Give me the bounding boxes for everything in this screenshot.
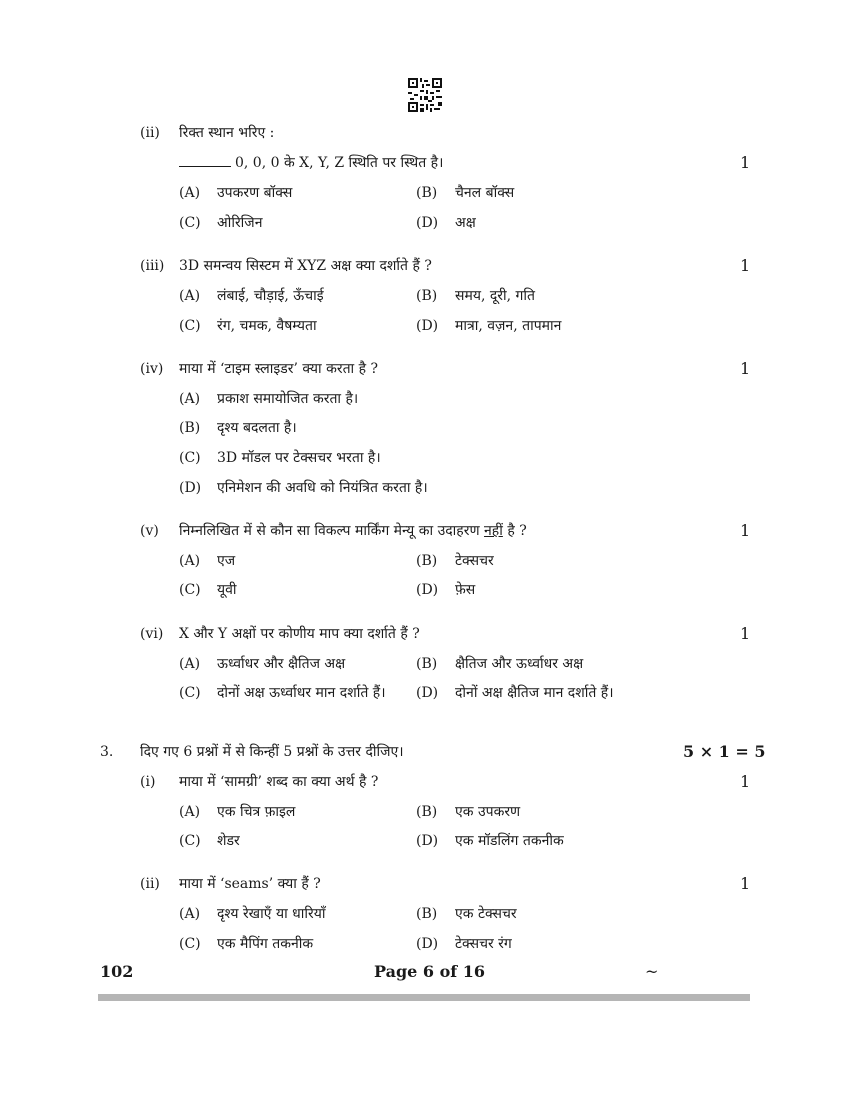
option-text: शेडर xyxy=(217,833,240,849)
option-text: एक उपकरण xyxy=(455,804,521,820)
paper-code: 102 xyxy=(100,962,134,981)
q3-i-text: माया में ‘सामग्री’ शब्द का क्या अर्थ है ? xyxy=(179,774,379,790)
option-label: (C) xyxy=(179,833,201,849)
option-label: (A) xyxy=(179,185,201,201)
option-label: (A) xyxy=(179,553,201,569)
qr-code xyxy=(408,78,442,112)
option-text: एक मॉडलिंग तकनीक xyxy=(455,833,564,849)
option-label: (D) xyxy=(416,215,439,231)
q2-v-text-underlined: नहीं xyxy=(484,523,503,539)
q3-ii-text: माया में ‘seams’ क्या हैं ? xyxy=(179,876,321,892)
option-label: (B) xyxy=(416,553,438,569)
q2-ii-marks: 1 xyxy=(740,153,751,172)
option-label: (C) xyxy=(179,936,201,952)
q2-iii-marks: 1 xyxy=(740,256,751,275)
q3-ii-number: (ii) xyxy=(140,876,160,892)
option-text: ऊर्ध्वाधर और क्षैतिज अक्ष xyxy=(217,656,346,672)
option-text: चैनल बॉक्स xyxy=(455,185,515,201)
footer-mark: ~ xyxy=(645,962,659,981)
q2-iii-text: 3D समन्वय सिस्टम में XYZ अक्ष क्या दर्शाते हैं ? xyxy=(179,258,432,274)
option-label: (B) xyxy=(416,185,438,201)
q2-ii-stem xyxy=(179,154,443,172)
q3-ii-marks: 1 xyxy=(740,874,751,893)
option-label: (D) xyxy=(416,833,439,849)
q2-vi-marks: 1 xyxy=(740,624,751,643)
q2-vi-text: X और Y अक्षों पर कोणीय माप क्या दर्शाते हैं ? xyxy=(179,626,420,642)
q2-v-marks: 1 xyxy=(740,521,751,540)
option-label: (C) xyxy=(179,685,201,701)
q2-v-text xyxy=(179,522,527,540)
option-text: यूवी xyxy=(217,582,237,598)
option-text: एनिमेशन की अवधि को नियंत्रित करता है। xyxy=(217,480,428,496)
option-text: फ़ेस xyxy=(455,582,476,598)
option-label: (C) xyxy=(179,582,201,598)
q2-v-text-post: है ? xyxy=(507,523,527,539)
q2-v-text-pre: निम्नलिखित में से कौन सा विकल्प मार्किंग मेन्यू का उदाहरण xyxy=(179,523,480,539)
option-text: उपकरण बॉक्स xyxy=(217,185,293,201)
option-text: अक्ष xyxy=(455,215,476,231)
option-label: (B) xyxy=(416,656,438,672)
option-text: दोनों अक्ष ऊर्ध्वाधर मान दर्शाते हैं। xyxy=(217,685,386,701)
option-text: दृश्य बदलता है। xyxy=(217,420,297,436)
option-text: लंबाई, चौड़ाई, ऊँचाई xyxy=(217,288,324,304)
option-text: टेक्सचर xyxy=(455,553,494,569)
option-label: (A) xyxy=(179,656,201,672)
option-label: (D) xyxy=(179,480,202,496)
option-text: दोनों अक्ष क्षैतिज मान दर्शाते हैं। xyxy=(455,685,614,701)
q2-ii-number: (ii) xyxy=(140,125,160,141)
option-text: ओरिजिन xyxy=(217,215,263,231)
q3-i-number: (i) xyxy=(140,774,156,790)
option-text: मात्रा, वज़न, तापमान xyxy=(455,318,562,334)
option-label: (B) xyxy=(416,288,438,304)
option-label: (D) xyxy=(416,582,439,598)
q3-number: 3. xyxy=(100,744,114,760)
q2-iii-number: (iii) xyxy=(140,258,165,274)
q3-instruction: दिए गए 6 प्रश्नों में से किन्हीं 5 प्रश्नों के उत्तर दीजिए। xyxy=(140,744,404,760)
option-text: समय, दूरी, गति xyxy=(455,288,536,304)
q2-iv-marks: 1 xyxy=(740,359,751,378)
option-text: एक चित्र फ़ाइल xyxy=(217,804,296,820)
option-label: (B) xyxy=(416,906,438,922)
option-label: (C) xyxy=(179,318,201,334)
q2-ii-text: रिक्त स्थान भरिए : xyxy=(179,125,275,141)
option-text: रंग, चमक, वैषम्यता xyxy=(217,318,317,334)
option-text: 3D मॉडल पर टेक्सचर भरता है। xyxy=(217,450,381,466)
option-label: (A) xyxy=(179,391,201,407)
option-label: (D) xyxy=(416,936,439,952)
footer-rule xyxy=(98,994,750,1001)
q3-i-marks: 1 xyxy=(740,772,751,791)
option-text: एक मैपिंग तकनीक xyxy=(217,936,314,952)
option-label: (C) xyxy=(179,450,201,466)
q3-marks: 5 × 1 = 5 xyxy=(683,742,766,761)
option-label: (D) xyxy=(416,318,439,334)
option-label: (B) xyxy=(179,420,201,436)
option-text: टेक्सचर रंग xyxy=(455,936,512,952)
option-label: (A) xyxy=(179,288,201,304)
option-text: एक टेक्सचर xyxy=(455,906,517,922)
option-label: (D) xyxy=(416,685,439,701)
q2-iv-number: (iv) xyxy=(140,361,164,377)
option-label: (A) xyxy=(179,804,201,820)
q2-iv-text: माया में ‘टाइम स्लाइडर’ क्या करता है ? xyxy=(179,361,379,377)
option-text: दृश्य रेखाएँ या धारियाँ xyxy=(217,906,326,922)
answer-blank xyxy=(179,154,231,167)
option-text: एज xyxy=(217,553,236,569)
option-label: (A) xyxy=(179,906,201,922)
q2-ii-stem-text: 0, 0, 0 के X, Y, Z स्थिति पर स्थित है। xyxy=(235,155,444,171)
option-label: (B) xyxy=(416,804,438,820)
q2-vi-number: (vi) xyxy=(140,626,164,642)
q2-v-number: (v) xyxy=(140,523,159,539)
option-label: (C) xyxy=(179,215,201,231)
option-text: प्रकाश समायोजित करता है। xyxy=(217,391,359,407)
page-number: Page 6 of 16 xyxy=(374,962,485,981)
option-text: क्षैतिज और ऊर्ध्वाधर अक्ष xyxy=(455,656,584,672)
